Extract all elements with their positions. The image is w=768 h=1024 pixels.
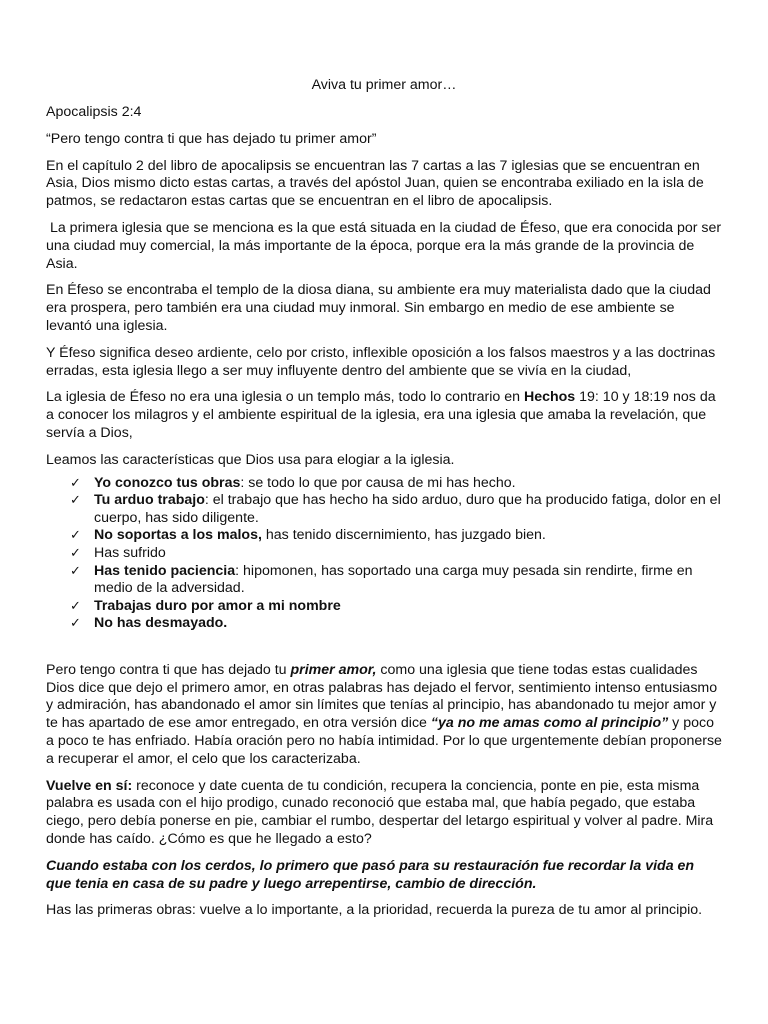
paragraph-5-text-a: La iglesia de Éfeso no era una iglesia o un templo más, todo lo contrario en — [46, 389, 524, 406]
checkmark-icon: ✓ — [70, 563, 81, 579]
checklist-item-text: : se todo lo que por causa de mi has hecho. — [240, 474, 516, 491]
paragraph-3: En Éfeso se encontraba el templo de la diosa diana, su ambiente era muy materialista dado que la ciudad era prospera, pero también era una ciudad muy inmoral. Sin embargo en medio de ese ambiente se levantó una iglesia. — [46, 282, 711, 334]
checklist-item-text: : el trabajo que has hecho ha sido arduo, duro que ha producido fatiga, dolor en el cuerpo, has sido diligente. — [94, 492, 721, 526]
paragraph-8 — [46, 778, 722, 849]
bible-quote: “Pero tengo contra ti que has dejado tu primer amor” — [46, 130, 377, 147]
bible-reference: Apocalipsis 2:4 — [46, 104, 142, 120]
checklist-item-bold: Yo conozco tus obras — [94, 474, 241, 491]
paragraph-4: Y Éfeso significa deseo ardiente, celo por cristo, inflexible oposición a los falsos maestros y a las doctrinas erradas, esta iglesia llego a ser muy influyente dentro del ambiente que se vivía en la ciudad, — [46, 344, 716, 379]
checklist-item — [70, 544, 722, 563]
paragraph-6: Leamos las características que Dios usa para elogiar a la iglesia. — [46, 451, 455, 468]
checklist-item — [70, 562, 722, 598]
paragraph-8-bold: Vuelve en sí: — [46, 777, 133, 794]
paragraph-7-text-b: como una iglesia que tiene todas estas cualidades Dios dice que dejo el primero amor, en otras palabras has dejado el fervor, sentimiento intenso entusiasmo y admiración, has abandonado el amor sin límites que tenías al principio, has abandonado tu mejor amor y te has apartado de ese amor entregado, en otra versión dice — [46, 661, 718, 732]
checkmark-icon: ✓ — [70, 598, 81, 614]
paragraph-9: Cuando estaba con los cerdos, lo primero que pasó para su restauración fue recordar la vida en que tenia en casa de su padre y luego arrepentirse, cambio de dirección. — [46, 857, 695, 892]
checklist-item — [70, 474, 722, 493]
checklist-item-bold: No has desmayado. — [94, 615, 228, 632]
paragraph-5-text-b: 19: 10 y 18:19 nos da a conocer los milagros y el ambiente espiritual de la iglesia, era una iglesia que amaba la revelación, que servía a Dios, — [46, 389, 716, 441]
checklist-item-bold: Has tenido paciencia — [94, 562, 236, 579]
paragraph-2: La primera iglesia que se menciona es la que está situada en la ciudad de Éfeso, que era conocida por ser una ciudad muy comercial, la más importante de la época, porque era la más grande de la provincia de Asia. — [46, 219, 726, 272]
paragraph-7-text-a: Pero tengo contra ti que has dejado tu — [46, 661, 291, 678]
checklist-item — [70, 527, 722, 545]
checklist-item — [70, 615, 722, 633]
paragraph-7 — [46, 662, 722, 769]
document-title: Aviva tu primer amor… — [311, 77, 457, 93]
paragraph-7-text-c: y poco a poco te has enfriado. Había oración pero no había intimidad. Por lo que urgentemente debían proponerse a recuperar el amor, el celo que los caracterizaba. — [46, 715, 722, 767]
checklist-item-bold: Tu arduo trabajo — [94, 492, 205, 509]
spacer — [46, 633, 722, 662]
document-body — [46, 76, 726, 929]
checklist-item-bold: Trabajas duro por amor a mi nombre — [94, 597, 341, 614]
checklist-item-text: has tenido discernimiento, has juzgado bien. — [261, 527, 546, 544]
checklist-item-text: Has sufrido — [94, 544, 166, 561]
checklist-item — [70, 597, 722, 616]
paragraph-10: Has las primeras obras: vuelve a lo importante, a la prioridad, recuerda la pureza de tu amor al principio. — [46, 902, 703, 919]
paragraph-8-text: reconoce y date cuenta de tu condición, recupera la conciencia, ponte en pie, esta misma palabra es usada con el hijo prodigo, cunado reconoció que estaba mal, que había pegado, que estaba ciego, pero debía ponerse en pie, cambiar el rumbo, despertar del letargo espiritual y volver al padre. Mira donde has caído. ¿Cómo es que he llegado a esto? — [46, 777, 714, 848]
checklist-item-text: : hipomonen, has soportado una carga muy pesada sin rendirte, firme en medio de la adversidad. — [94, 562, 693, 597]
checkmark-icon: ✓ — [70, 493, 81, 509]
paragraph-1: En el capítulo 2 del libro de apocalipsis se encuentran las 7 cartas a las 7 iglesias que se encuentran en Asia, Dios mismo dicto estas cartas, a través del apóstol Juan, quien se encontraba exiliado en la isla de patmos, se redactaron estas cartas que se encuentran en el libro de apocalipsis. — [46, 157, 704, 210]
paragraph-7-emphasis-a: primer amor, — [290, 661, 377, 678]
paragraph-5-bold: Hechos — [523, 389, 576, 406]
characteristics-checklist — [46, 475, 722, 633]
checklist-item-bold: No soportas a los malos, — [94, 527, 262, 544]
checkmark-icon: ✓ — [70, 616, 81, 632]
paragraph-7-emphasis-b: “ya no me amas como al principio” — [430, 715, 669, 732]
checkmark-icon: ✓ — [70, 528, 81, 544]
checkmark-icon: ✓ — [70, 475, 81, 491]
paragraph-5 — [46, 389, 722, 442]
checkmark-icon: ✓ — [70, 545, 81, 561]
checklist-item — [70, 492, 722, 527]
